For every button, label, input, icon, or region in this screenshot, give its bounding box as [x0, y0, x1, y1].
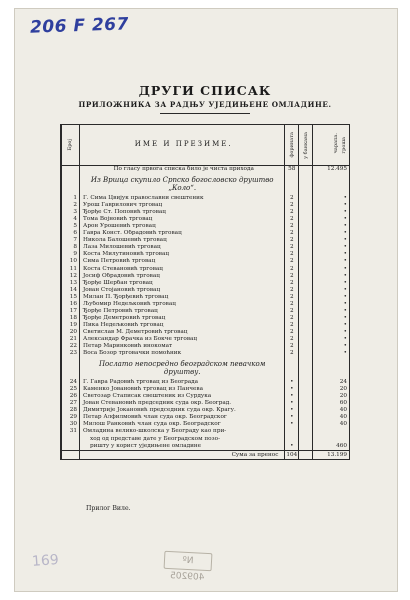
row-forints: 2: [285, 322, 299, 329]
row-name: Сима Петровић трговац: [80, 258, 285, 265]
document-title: ДРУГИ СПИСАК: [138, 83, 272, 98]
table-row: [61, 400, 350, 407]
row-name: Коста Милутиновић трговац: [80, 251, 285, 258]
row-banknotes: [299, 237, 313, 244]
row-number: 11: [61, 266, 80, 273]
table-row: [61, 329, 350, 336]
row-name: Љубомир Недељковић трговац: [80, 301, 285, 308]
row-banknotes: [299, 407, 313, 414]
row-banknotes: [299, 343, 313, 350]
row-forints: 2: [285, 329, 299, 336]
row-name: Тома Војновић трговац: [80, 216, 285, 223]
row-groschen: •: [343, 286, 347, 293]
row-groschen: •: [343, 314, 347, 321]
row-banknotes: [299, 329, 313, 336]
header-name: ИМЕ И ПРЕЗИМЕ.: [80, 125, 285, 166]
table-row: [61, 343, 350, 350]
row-groschen: •: [343, 265, 347, 272]
row-number: 1: [61, 195, 80, 202]
document-subtitle: ПРИЛОЖНИКА ЗА РАДЊУ УЈЕДИЊЕНЕ ОМЛАДИНЕ.: [78, 100, 332, 109]
section-heading: Послато непосредно београдском певачком друштву.: [80, 357, 285, 379]
archive-stamp: Nº 409205: [164, 551, 213, 571]
row-banknotes: [299, 379, 313, 386]
row-banknotes: [299, 209, 313, 216]
row-banknotes: [299, 393, 313, 400]
title-divider: [160, 113, 250, 114]
table-row-continuation: ришту у корист уједињене омладине • 460: [61, 443, 350, 451]
row-forints: •: [285, 407, 299, 414]
row-forints: 2: [285, 209, 299, 216]
row-groschen: •: [343, 279, 347, 286]
row-forints: •: [285, 393, 299, 400]
row-number: 13: [61, 280, 80, 287]
row-number: 25: [61, 386, 80, 393]
table-row: [61, 322, 350, 329]
row-forints: •: [285, 379, 299, 386]
row-number: 5: [61, 223, 80, 230]
row-forints: 2: [285, 230, 299, 237]
row-name: Г. Сима Цвијук православни свештеник: [80, 195, 285, 202]
row-groschen: 20: [339, 393, 347, 400]
row-groschen: •: [343, 307, 347, 314]
row-name: Пика Недељковић трговац: [80, 322, 285, 329]
row-banknotes: [299, 251, 313, 258]
row-banknotes: [299, 322, 313, 329]
row-forints: •: [285, 414, 299, 421]
section-heading-row: [61, 357, 350, 379]
row-groschen: •: [343, 328, 347, 335]
row-number: 8: [61, 244, 80, 251]
row-name: Ђорђе Деметровић трговац: [80, 315, 285, 322]
row-banknotes: [299, 421, 313, 428]
row-banknotes: [299, 266, 313, 273]
row-number: 14: [61, 287, 80, 294]
row-forints: 2: [285, 336, 299, 343]
row-banknotes: [299, 301, 313, 308]
table-row: [61, 315, 350, 322]
table-row: [61, 273, 350, 280]
row-forints: 2: [285, 244, 299, 251]
row-name: Ђорђе Ст. Поповић трговац: [80, 209, 285, 216]
row-groschen: •: [343, 343, 347, 350]
row-banknotes: [299, 244, 313, 251]
row-banknotes: [299, 280, 313, 287]
row-name: Јован Стевановић председник суда окр. Београд.: [80, 400, 285, 407]
header-forints: форината: [285, 125, 299, 166]
table-row: [61, 230, 350, 237]
row-number: 19: [61, 322, 80, 329]
pencil-mark: 169: [31, 552, 60, 570]
row-number: 9: [61, 251, 80, 258]
row-forints: 2: [285, 308, 299, 315]
table-row: [61, 350, 350, 357]
row-banknotes: [299, 400, 313, 407]
row-name: Јосиф Обрадовић трговац: [80, 273, 285, 280]
row-forints: 2: [285, 315, 299, 322]
row-number: 2: [61, 202, 80, 209]
table-header-row: [61, 125, 350, 166]
row-groschen: •: [343, 258, 347, 265]
row-forints: 2: [285, 195, 299, 202]
row-banknotes: [299, 414, 313, 421]
row-name: Урош Гаврилович трговац: [80, 202, 285, 209]
row-forints: •: [285, 400, 299, 407]
row-forints: 2: [285, 216, 299, 223]
table-row: [61, 202, 350, 209]
row-forints: 2: [285, 258, 299, 265]
table-row: [61, 379, 350, 386]
row-banknotes: [299, 273, 313, 280]
row-groschen: •: [343, 209, 347, 216]
row-name: Светозар Стаписак свештеник из Сурдука: [80, 393, 285, 400]
row-name: Коста Стевановић трговац: [80, 266, 285, 273]
row-number: 27: [61, 400, 80, 407]
row-name: Милан П. Ђорђевић трговац: [80, 294, 285, 301]
row-banknotes: [299, 287, 313, 294]
table-row: [61, 336, 350, 343]
row-name: Ђорђе Шербан трговац: [80, 280, 285, 287]
table-row: [61, 414, 350, 421]
row-groschen: 40: [339, 414, 347, 421]
footer-note: Прилог Виле.: [86, 505, 131, 512]
row-groschen: •: [343, 321, 347, 328]
row-groschen: 24: [339, 379, 347, 386]
row-number: 30: [61, 421, 80, 428]
row-number: 15: [61, 294, 80, 301]
row-groschen: •: [343, 223, 347, 230]
table-row: [61, 244, 350, 251]
row-number: 6: [61, 230, 80, 237]
contributors-table: [60, 124, 350, 460]
row-banknotes: [299, 202, 313, 209]
row-name: Гавра Конст. Обрадовић трговац: [80, 230, 285, 237]
section-heading-row: [61, 173, 350, 195]
row-forints: 2: [285, 251, 299, 258]
table-row: [61, 195, 350, 202]
row-number: 26: [61, 393, 80, 400]
table-row: [61, 209, 350, 216]
table-row: [61, 421, 350, 428]
row-groschen: 40: [339, 407, 347, 414]
row-number: 23: [61, 350, 80, 357]
row-groschen: •: [343, 293, 347, 300]
row-banknotes: [299, 230, 313, 237]
row-forints: 2: [285, 294, 299, 301]
row-forints: 2: [285, 223, 299, 230]
row-name: Арон Урошевић трговац: [80, 223, 285, 230]
row-banknotes: [299, 308, 313, 315]
row-number: 17: [61, 308, 80, 315]
table-row: [61, 258, 350, 265]
row-groschen: 60: [339, 400, 347, 407]
table-row: [61, 237, 350, 244]
table-row-continuation: ход од представе дате у Београдском позо-: [61, 436, 350, 443]
table-row: [61, 287, 350, 294]
section-heading: Из Вршца скупило Српско богословско друштво „Коло“.: [80, 173, 285, 195]
table-row: [61, 393, 350, 400]
row-groschen: •: [343, 230, 347, 237]
row-groschen: •: [343, 195, 347, 202]
row-groschen: •: [343, 350, 347, 357]
table-row: [61, 266, 350, 273]
row-number: 7: [61, 237, 80, 244]
handwritten-reference: 206 F 267: [29, 14, 130, 38]
row-name: Димитрије Јокановић председник суда окр. Крагу.: [80, 407, 285, 414]
row-forints: 2: [285, 350, 299, 357]
row-forints: •: [285, 386, 299, 393]
row-forints: 2: [285, 202, 299, 209]
row-banknotes: [299, 258, 313, 265]
row-number: 4: [61, 216, 80, 223]
table-row: [61, 251, 350, 258]
row-groschen: •: [343, 251, 347, 258]
row-banknotes: [299, 223, 313, 230]
row-groschen: •: [343, 272, 347, 279]
row-forints: •: [285, 421, 299, 428]
row-name: Воса Бозор трговачки помоћник: [80, 350, 285, 357]
table-row: [61, 407, 350, 414]
carryover-row: По гласу првога списка било је чиста прихода 58 12.495: [61, 166, 350, 174]
row-name: Ђорђе Петровић трговац: [80, 308, 285, 315]
row-name: Петар Маринковић инокомат: [80, 343, 285, 350]
row-banknotes: [299, 315, 313, 322]
table-row: [61, 308, 350, 315]
row-groschen: •: [343, 335, 347, 342]
header-banknotes: у банкама: [299, 125, 313, 166]
row-name: Каменко Јовановић трговац из Панчева: [80, 386, 285, 393]
header-number: Број: [61, 125, 80, 166]
row-groschen: •: [343, 300, 347, 307]
row-groschen: •: [343, 244, 347, 251]
row-banknotes: [299, 336, 313, 343]
row-number: 22: [61, 343, 80, 350]
row-name: Јован Стојановић трговац: [80, 287, 285, 294]
row-name: Милош Ранковић члан суда окр. Београдског: [80, 421, 285, 428]
row-forints: 2: [285, 266, 299, 273]
header-groschen: чарапа. гроша: [312, 125, 349, 166]
row-groschen: •: [343, 216, 347, 223]
row-banknotes: [299, 216, 313, 223]
row-number: 12: [61, 273, 80, 280]
row-name: Петар Алфилмовић члан суда окр. Београдског: [80, 414, 285, 421]
row-number: 3: [61, 209, 80, 216]
row-banknotes: [299, 350, 313, 357]
row-banknotes: [299, 386, 313, 393]
row-name: Александар Фрачка из Бокчe трговац: [80, 336, 285, 343]
table-row: [61, 386, 350, 393]
row-name: Лаза Милошевић трговац: [80, 244, 285, 251]
row-name: Никола Балошевић трговац: [80, 237, 285, 244]
row-banknotes: [299, 294, 313, 301]
row-groschen: •: [343, 202, 347, 209]
row-forints: 2: [285, 287, 299, 294]
row-number: 20: [61, 329, 80, 336]
row-forints: 2: [285, 273, 299, 280]
row-number: 10: [61, 258, 80, 265]
row-forints: 2: [285, 343, 299, 350]
row-name: Светислав М. Деметровић трговац: [80, 329, 285, 336]
table-row: [61, 216, 350, 223]
row-groschen: 20: [339, 386, 347, 393]
row-number: 24: [61, 379, 80, 386]
row-groschen: 40: [339, 421, 347, 428]
row-number: 16: [61, 301, 80, 308]
row-forints: 2: [285, 301, 299, 308]
table-row: 31 Омладина велико-школска у Београду као при-: [61, 428, 350, 435]
row-forints: 2: [285, 237, 299, 244]
row-groschen: •: [343, 237, 347, 244]
row-number: 21: [61, 336, 80, 343]
row-forints: 2: [285, 280, 299, 287]
row-number: 28: [61, 407, 80, 414]
table-row: [61, 280, 350, 287]
table-row: [61, 301, 350, 308]
row-number: 18: [61, 315, 80, 322]
sum-row: Сума за пренос 104 13.199: [61, 450, 350, 459]
row-number: 29: [61, 414, 80, 421]
table-row: [61, 223, 350, 230]
table-row: [61, 294, 350, 301]
row-name: Г. Гавра Радовић трговац из Београда: [80, 379, 285, 386]
row-banknotes: [299, 195, 313, 202]
